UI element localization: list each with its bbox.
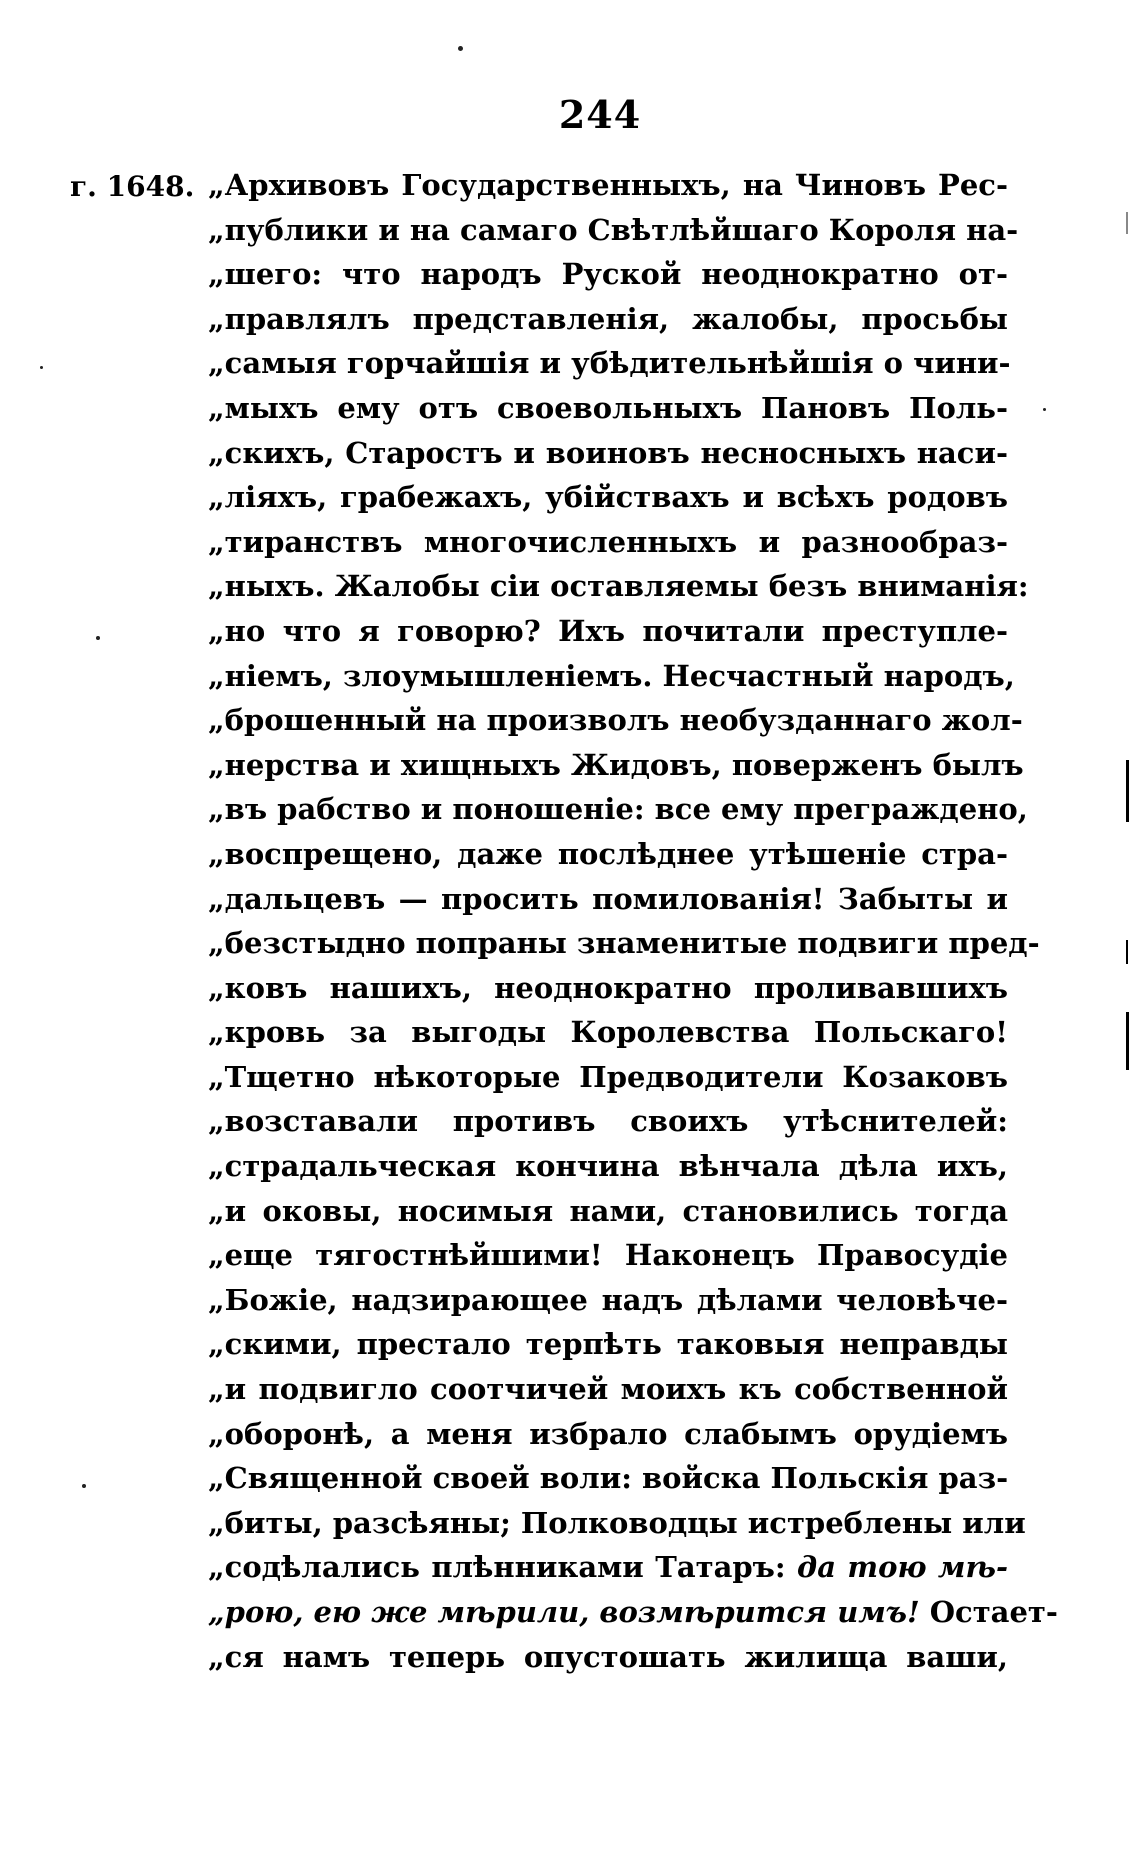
- speck: [96, 636, 100, 640]
- text-line: „кровь за выгоды Королевства Польскаго!: [208, 1015, 1008, 1050]
- text-line: „нерства и хищныхъ Жидовъ, поверженъ былъ: [208, 747, 1024, 782]
- speck: [458, 46, 463, 51]
- main-text: [208, 163, 1058, 1679]
- page-number: 244: [558, 92, 642, 137]
- text-line: „ся намъ теперь опустошать жилища ваши,: [208, 1639, 1008, 1674]
- text-line: „и подвигло соотчичей моихъ къ собственной: [208, 1372, 1008, 1407]
- text-line: „публики и на самаго Свѣтлѣйшаго Короля на-: [208, 212, 1019, 247]
- text-line: „Священной своей воли: войска Польскія раз-: [208, 1461, 1009, 1496]
- text-line: „ныхъ. Жалобы сіи оставляемы безъ вниманія:: [208, 569, 1029, 604]
- text-line: „дальцевъ — просить помилованія! Забыты и: [208, 881, 1008, 916]
- text-line: „воспрещено, даже послѣднее утѣшеніе стра-: [208, 836, 1008, 871]
- text-line: „скими, престало терпѣть таковыя неправды: [208, 1327, 1008, 1362]
- margin-year-note: г. 1648.: [70, 170, 195, 203]
- margin-mark: [1126, 940, 1128, 964]
- text-line: „Архивовъ Государственныхъ, на Чиновъ Рес-: [208, 168, 1008, 202]
- text-line: „ніемъ, злоумышленіемъ. Несчастный народъ,: [208, 658, 1015, 693]
- text-line: „биты, разсѣяны; Полководцы истреблены или: [208, 1505, 1026, 1540]
- margin-mark: [1126, 212, 1128, 234]
- text-line: „оборонѣ, а меня избрало слабымъ орудіемъ: [208, 1416, 1008, 1451]
- text-line: „ковъ нашихъ, неоднократно проливавшихъ: [208, 970, 1008, 1005]
- margin-mark: [1126, 760, 1129, 822]
- text-line: „самыя горчайшія и убѣдительнѣйшія о чини-: [208, 346, 1011, 381]
- text-line: „возставали противъ своихъ утѣснителей:: [208, 1104, 1008, 1139]
- speck: [1043, 408, 1046, 411]
- text-line: „тиранствъ многочисленныхъ и разнообраз-: [208, 524, 1008, 559]
- text-line: „правлялъ представленія, жалобы, просьбы: [208, 301, 1008, 336]
- speck: [82, 1484, 86, 1488]
- margin-mark: [1126, 1012, 1129, 1070]
- italic-quote: „рою, ею же мѣрили, возмѣрится имъ!: [208, 1595, 920, 1629]
- text-line: „еще тягостнѣйшими! Наконецъ Правосудіе: [208, 1238, 1008, 1273]
- text-line: „страдальческая кончина вѣнчала дѣла ихъ,: [208, 1149, 1008, 1184]
- text-line: „въ рабство и поношеніе: все ему преграждено,: [208, 792, 1028, 827]
- text-line: „скихъ, Старостъ и воиновъ несносныхъ наси-: [208, 435, 1008, 470]
- text-line-mixed: [208, 1590, 1058, 1635]
- italic-quote: да тою мѣ-: [797, 1550, 1008, 1585]
- text-line: „мыхъ ему отъ своевольныхъ Пановъ Поль-: [208, 390, 1008, 425]
- text-line: „но что я говорю? Ихъ почитали преступле-: [208, 613, 1008, 648]
- text-line: „Божіе, надзирающее надъ дѣлами человѣче-: [208, 1282, 1008, 1317]
- speck: [40, 366, 43, 369]
- text-segment: „содѣлались плѣнниками Татаръ:: [208, 1550, 786, 1585]
- text-line-mixed: [208, 1545, 1008, 1590]
- text-line: „шего: что народъ Руской неоднократно от-: [208, 257, 1008, 292]
- text-line: „ліяхъ, грабежахъ, убійствахъ и всѣхъ родовъ: [208, 480, 1008, 515]
- text-line: „безстыдно попраны знаменитые подвиги пред-: [208, 926, 1040, 961]
- text-line: „брошенный на произволъ необузданнаго жол-: [208, 703, 1023, 738]
- text-line: „и оковы, носимыя нами, становились тогда: [208, 1193, 1008, 1228]
- text-line: „Тщетно нѣкоторые Предводители Козаковъ: [208, 1059, 1008, 1094]
- text-segment: Остает-: [929, 1595, 1058, 1629]
